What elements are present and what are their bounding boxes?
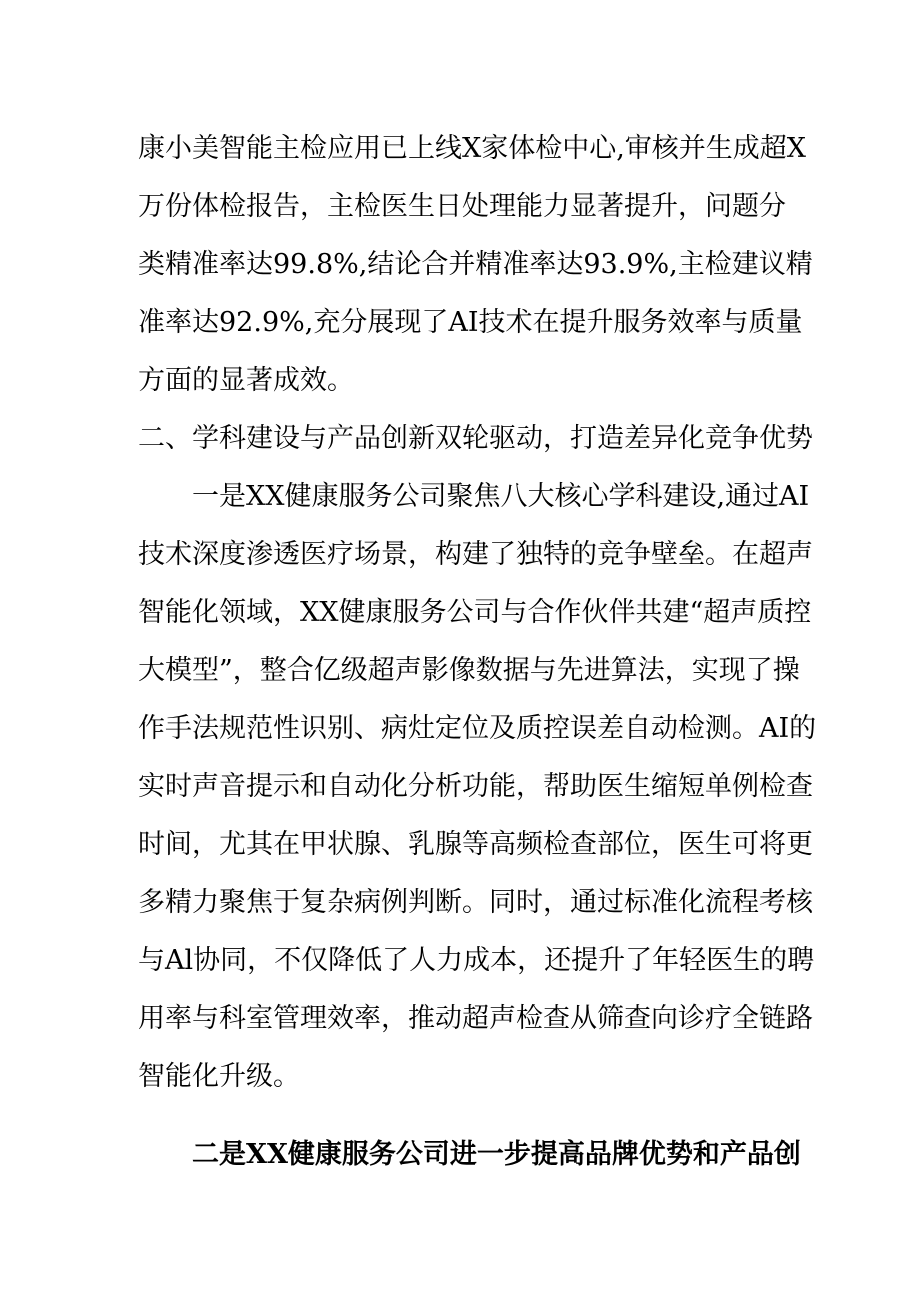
text-line: 一是XX健康服务公司聚焦八大核心学科建设,通过AI [192,481,810,512]
paragraph-brand-advantage [138,1126,801,1184]
text-line: 智能化领域，XX健康服务公司与合作伙伴共建“超声质控 [138,597,812,628]
text-line: 作手法规范性识别、病灶定位及质控误差自动检测。AI的 [138,713,817,744]
text-line-bold: 二是XX健康服务公司进一步提高品牌优势和产品创 [192,1139,801,1170]
text-line: 实时声音提示和自动化分析功能，帮助医生缩短单例检查 [138,771,813,802]
text-line: 用率与科室管理效率，推动超声检查从筛查向诊疗全链路 [138,1003,813,1034]
text-line: 方面的显著成效。 [138,365,354,396]
text-line: 时间，尤其在甲状腺、乳腺等高频检查部位，医生可将更 [138,829,813,860]
text-line: 智能化升级。 [138,1061,300,1092]
paragraph-discipline-building [138,468,817,1106]
text-line: 多精力聚焦于复杂病例判断。同时，通过标准化流程考核 [138,887,813,918]
section-heading: 二、学科建设与产品创新双轮驱动，打造差异化竞争优势 [138,423,813,454]
paragraph-gap [138,1106,788,1126]
text-line: 技术深度渗透医疗场景，构建了独特的竞争壁垒。在超声 [138,539,813,570]
document-body [138,120,817,1184]
text-line: 与Al协同，不仅降低了人力成本，还提升了年轻医生的聘 [138,945,815,976]
paragraph-ai-inspection [138,120,813,410]
text-line: 准率达92.9%,充分展现了AI技术在提升服务效率与质量 [138,307,803,338]
text-line: 康小美智能主检应用已上线X家体检中心,审核并生成超X [138,133,807,164]
text-line: 类精准率达99.8%,结论合并精准率达93.9%,主检建议精 [138,249,813,280]
text-line: 万份体检报告，主检医生日处理能力显著提升，问题分 [138,191,786,222]
text-line: 大模型”，整合亿级超声影像数据与先进算法，实现了操 [138,655,800,686]
